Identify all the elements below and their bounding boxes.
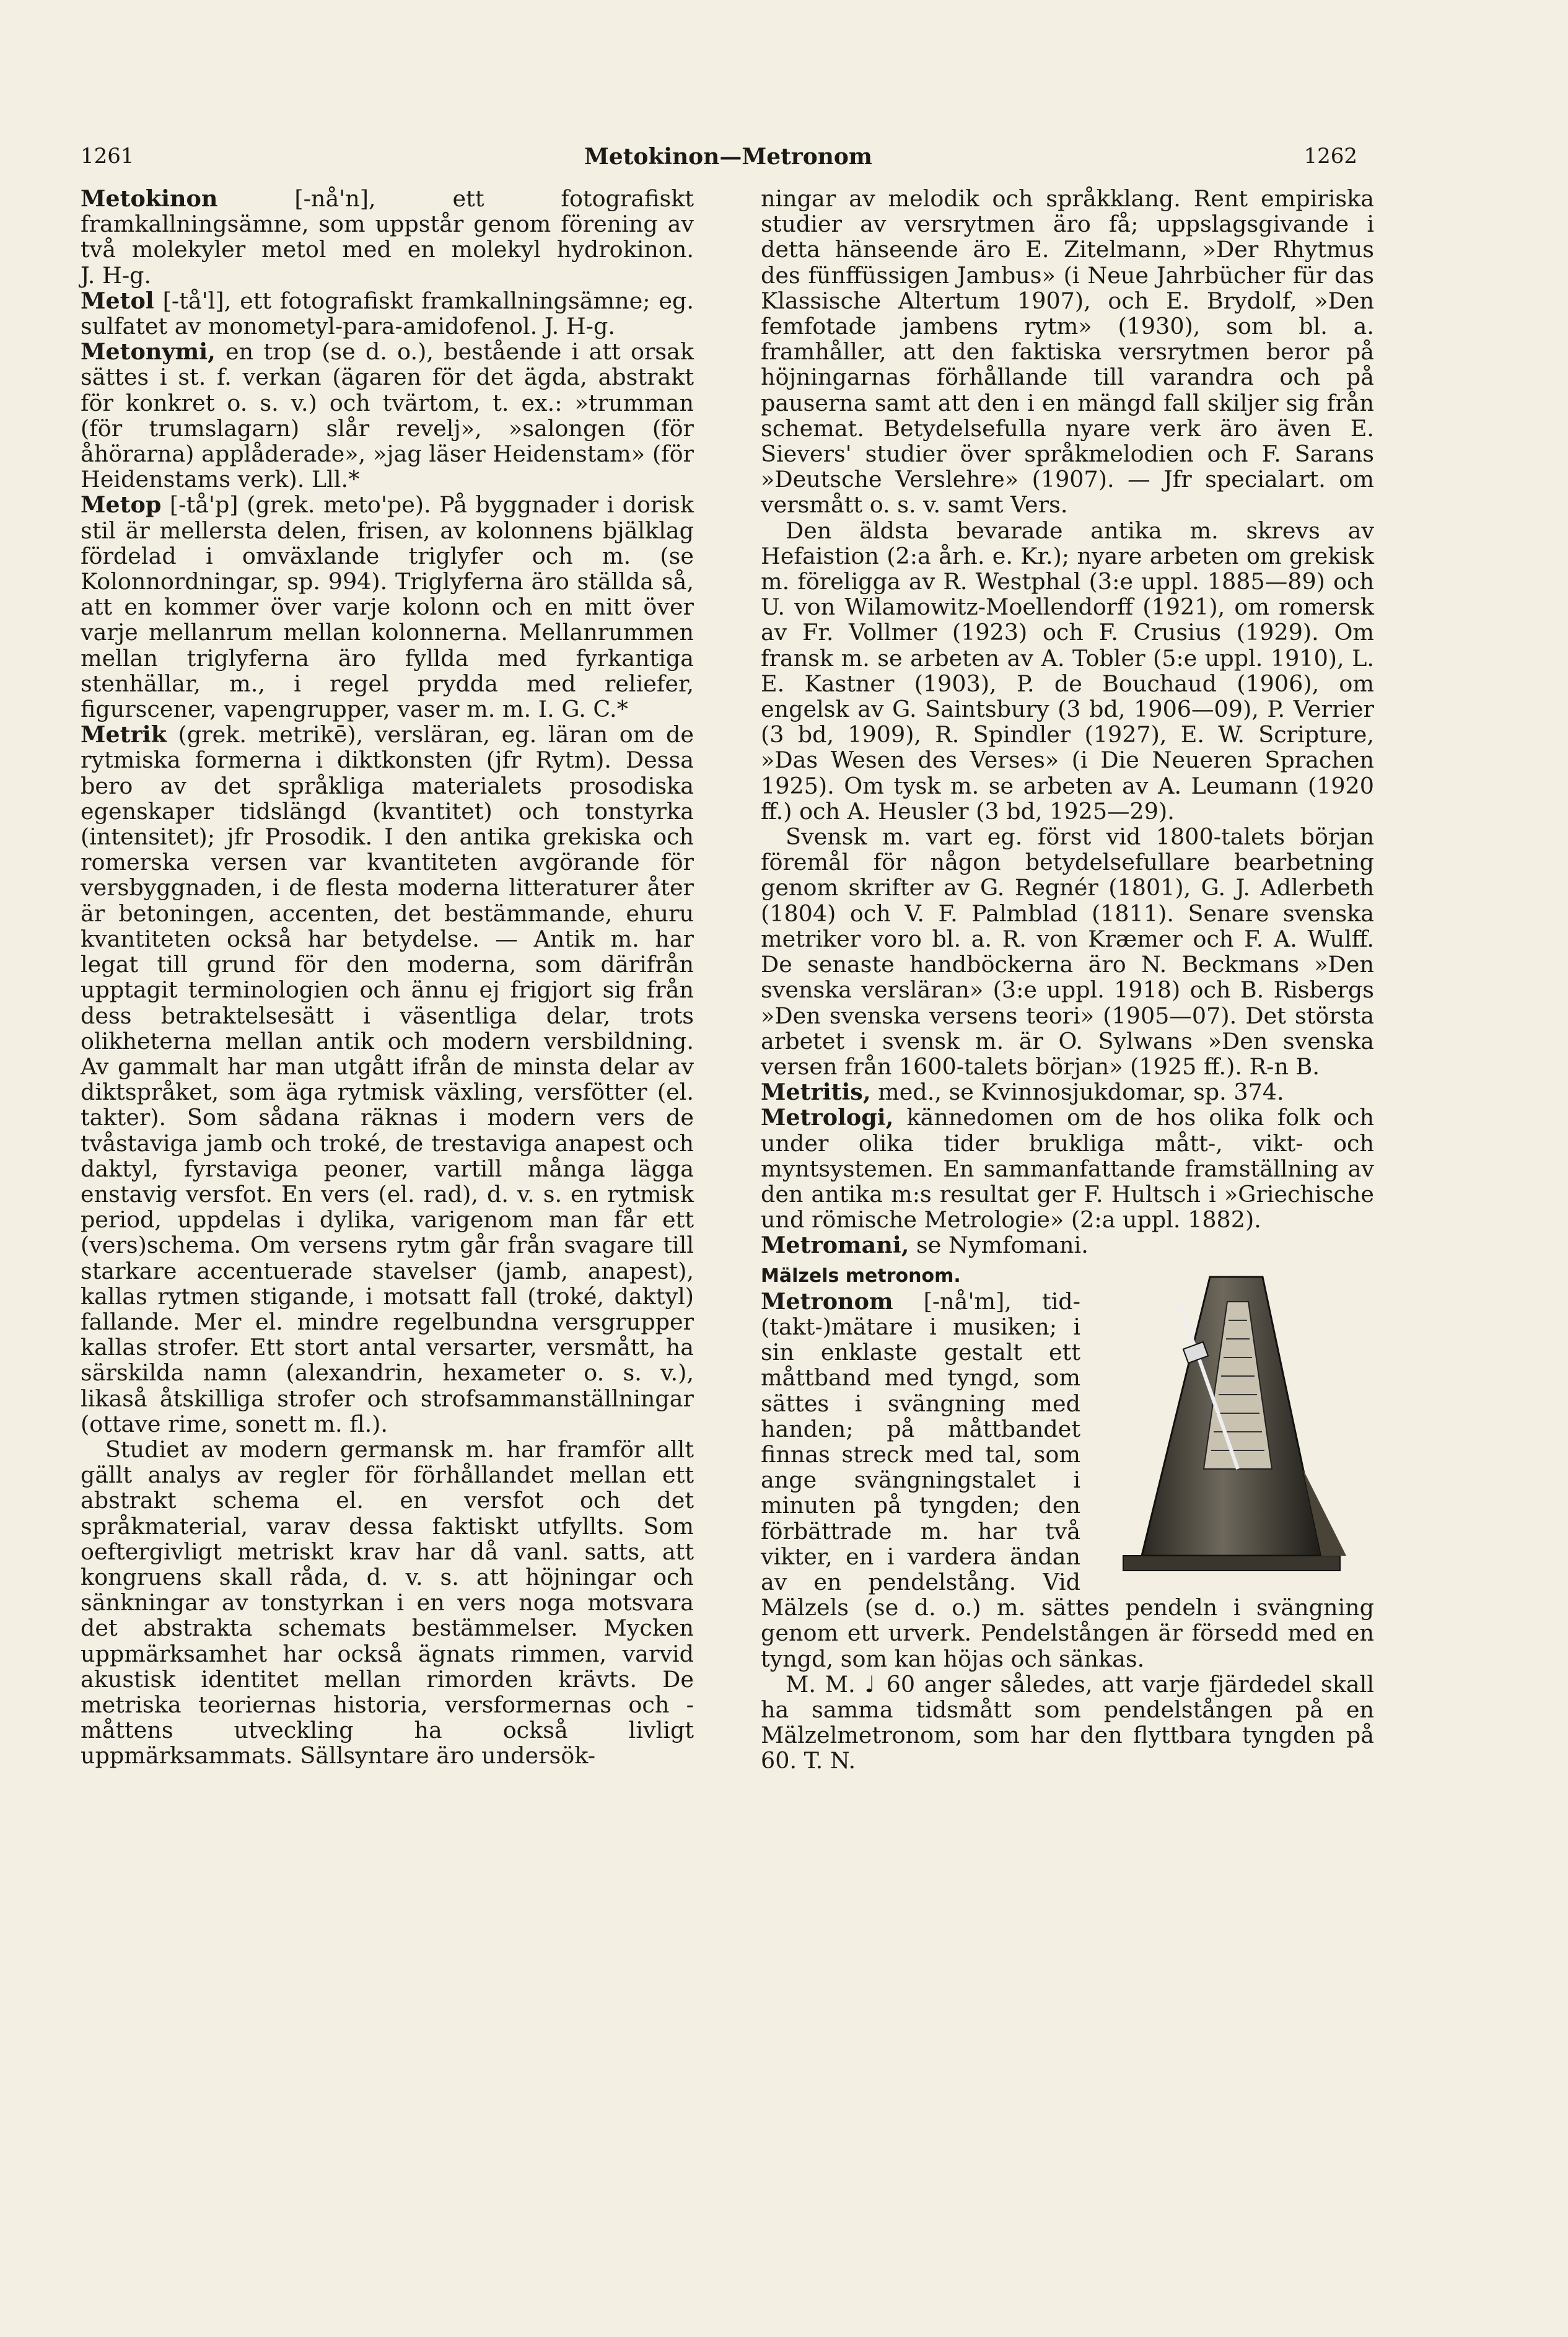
figure-caption: Mälzels metronom. xyxy=(761,1265,961,1287)
entry-metronom-tail xyxy=(761,1672,1374,1774)
headword: Metrik xyxy=(81,721,167,748)
headword: Metronom xyxy=(761,1287,893,1315)
author-signature: J. H-g. xyxy=(81,261,152,289)
entry-text: Svensk m. vart eg. först vid 1800-talets början föremål för någon betydelsefullare bearbetning genom skrifter av G. Regnér (1801), G. J. Adlerbeth (1804) och V. F. Palmblad (1811). Senare svenska metriker voro bl. a. R. von Kræmer och F. A. Wulff. De senaste handböckerna äro N. Beckmans »Den svenska versläran» (3:e uppl. 1918) och B. Risbergs »Den svenska versens teori» (1905—07). Det största arbetet i svensk m. är O. Sylwans »Den svenska versen från 1600-talets början» (1925 ff.). xyxy=(761,823,1374,1080)
page-number-right: 1262 xyxy=(1303,144,1357,169)
entry-text: [-tå'p] (grek. meto'pe). På byggnader i dorisk stil är mellersta delen, frisen, av kolonnens bjälklag fördelad i omväxlande triglyfer och m. (se Kolonnordningar, sp. 994). Triglyferna äro ställda så, att en kommer över varje kolonn och en mitt över varje mellanrum mellan kolonnerna. Mellanrummen mellan triglyferna äro fyllda med fyrkantiga stenhällar, m., i regel prydda med reliefer, figurscener, vapengrupper, vaser m. m. xyxy=(81,491,694,723)
entry-metrik xyxy=(81,722,694,1437)
headword: Metokinon xyxy=(81,185,218,212)
entry-metrik-continued xyxy=(81,1437,694,1769)
entry-metritis xyxy=(761,1079,1374,1105)
entry-text: en trop (se d. o.), bestående i att orsak sättes i st. f. verkan (ägaren för det ägda, abstrakt för konkret o. s. v.) och tvärtom, t. ex.: »trumman (för trumslagarn) slår revelj», »salongen (för åhörarna) applåderade», »jag läser Heidenstam» (för Heidenstams verk). xyxy=(81,338,694,493)
headword: Metromani, xyxy=(761,1232,909,1259)
entry-text: M. M. ♩ 60 anger således, att varje fjärdedel skall ha samma tidsmått som pendelstången på en Mälzelmetronom, som har den flyttbara tyngden på 60. xyxy=(761,1670,1374,1774)
entry-text: kännedomen om de hos olika folk och under olika tider brukliga mått-, vikt- och myntsystemen. En sammanfattande framställning av den antika m:s resultat ger F. Hultsch i »Griechische und römische Metrologie» (2:a uppl. 1882). xyxy=(761,1104,1374,1234)
entry-text: se Nymfomani. xyxy=(909,1232,1088,1259)
metronome-illustration xyxy=(1117,1265,1352,1574)
entry-metol xyxy=(81,288,694,339)
running-title: Metokinon—Metronom xyxy=(584,144,872,170)
entry-text: [-tå'l], ett fotografiskt framkallningsämne; eg. sulfatet av monometyl-para-amidofenol. xyxy=(81,287,694,340)
entry-text: [-nå'm], tid-(takt-)mätare i musiken; i sin enklaste gestalt ett måttband med tyngd, som sättes i svängning med handen; på måttbandet finnas streck med tal, som ange svängningstalet i minuten på tyngden; den förbättrade m. har två vikter, en i vardera ändan av en pendelstång. Vid Mälzels (se d. o.) m. sättes pendeln i svängning genom ett urverk. Pendelstången är försedd med en tyngd, som kan höjas och sänkas. xyxy=(761,1287,1374,1672)
entry-metokinon xyxy=(81,186,694,288)
entry-metrik-continued xyxy=(761,186,1374,518)
entry-metrik-continued xyxy=(761,824,1374,1079)
author-signature: Lll.* xyxy=(311,466,360,493)
entry-text: Den äldsta bevarade antika m. skrevs av Hefaistion (2:a årh. e. Kr.); nyare arbeten om grekisk m. föreligga av R. Westphal (3:e uppl. 1885—89) och U. von Wilamowitz-Moellendorff (1921), om romersk av Fr. Vollmer (1923) och F. Crusius (1929). Om fransk m. se arbeten av A. Tobler (5:e uppl. 1910), L. E. Kastner (1903), P. de Bouchaud (1906), om engelsk av G. Saintsbury (3 bd, 1906—09), P. Verrier (3 bd, 1909), R. Spindler (1927), E. W. Scripture, »Das Wesen des Verses» (i Die Neueren Sprachen 1925). Om tysk m. se arbeten av A. Leumann (1920 ff.) och A. Heusler (3 bd, 1925—29). xyxy=(761,517,1374,825)
entry-text: (grek. metrikē), versläran, eg. läran om de rytmiska formerna i diktkonsten (jfr Rytm). Dessa bero av det språkliga materialets prosodiska egenskaper tidslängd (kvantitet) och tonstyrka (intensitet); jfr Prosodik. I den antika grekiska och romerska versen var kvantiteten avgörande för versbyggnaden, i de flesta moderna litteraturer åter är betoningen, accenten, det bestämmande, ehuru kvantiteten också har betydelse. — Antik m. har legat till grund för den moderna, som därifrån upptagit terminologien och ännu ej frigjort sig från dess betraktelsesätt i väsentliga delar, trots olikheterna mellan antik och modern versbildning. Av gammalt har man utgått ifrån de minsta delar av diktspråket, som äga rytmisk växling, versfötter (el. takter). Som sådana räknas i modern vers de tvåstaviga jamb och troké, de trestaviga anapest och daktyl, fyrstaviga peoner, vartill många lägga enstavig versfot. En vers (el. rad), d. v. s. en rytmisk period, uppdelas i dylika, varigenom man får ett (vers)schema. Om versens rytm går från svagare till starkare accentuerade stavelser (jamb, anapest), kallas rytmen stigande, i motsatt fall (troké, daktyl) fallande. Mer el. mindre regelbundna versgrupper kallas strofer. Ett stort antal versarter, versmått, ha särskilda namn (alexandrin, hexameter o. s. v.), likaså åtskilliga strofer och strofsammanställningar (ottave rime, sonett m. fl.). xyxy=(81,721,694,1437)
left-column xyxy=(81,186,694,1769)
metronome-figure xyxy=(1095,1265,1374,1574)
headword: Metritis, xyxy=(761,1079,871,1106)
page-number-left: 1261 xyxy=(81,144,134,169)
author-signature: T. N. xyxy=(804,1747,856,1774)
entry-metonymi xyxy=(81,339,694,492)
right-column xyxy=(761,186,1374,1774)
entry-text: ningar av melodik och språkklang. Rent empiriska studier av versrytmen äro få; uppslagsgivande i detta hänseende äro E. Zitelmann, »Der Rhytmus des fünffüssigen Jambus» (i Neue Jahrbücher für das Klassische Altertum 1907), och E. Brydolf, »Den femfotade jambens rytm» (1930), som bl. a. framhåller, att den faktiska versrytmen beror på höjningarnas förhållande till varandra och på pauserna samt att den i en mängd fall skiljer sig från schemat. Betydelsefulla nyare verk äro även E. Sievers' studier över språkmelodien och F. Sarans »Deutsche Verslehre» (1907). — Jfr specialart. om versmått o. s. v. samt Vers. xyxy=(761,185,1374,519)
entry-text: [-nå'n], ett fotografiskt framkallningsämne, som uppstår genom förening av två molekyler metol med en molekyl hydrokinon. xyxy=(81,185,694,263)
entry-text: med., se Kvinnosjukdomar, sp. 374. xyxy=(870,1079,1284,1106)
headword: Metonymi, xyxy=(81,338,216,366)
headword: Metrologi, xyxy=(761,1104,894,1131)
headword: Metol xyxy=(81,287,154,314)
author-signature: R-n B. xyxy=(1249,1053,1320,1080)
headword: Metop xyxy=(81,491,162,519)
entry-metop xyxy=(81,492,694,722)
entry-metrik-continued xyxy=(761,518,1374,824)
entry-metromani xyxy=(761,1232,1374,1258)
entry-metrologi xyxy=(761,1105,1374,1232)
author-signature: I. G. C.* xyxy=(538,696,628,723)
entry-text: Studiet av modern germansk m. har framför allt gällt analys av regler för förhållandet mellan ett abstrakt schema el. en versfot och det språkmaterial, varav dessa faktiskt utfyllts. Som oeftergivligt metriskt krav har då vanl. satts, att kongruens skall råda, d. v. s. att höjningar och sänkningar av tonstyrkan i en vers noga motsvara det abstrakta schemats bestämmelser. Mycken uppmärksamhet har också ägnats rimmen, varvid akustisk identitet mellan rimorden krävts. De metriska teoriernas historia, versformernas och -måttens utveckling ha också livligt uppmärksammats. Sällsyntare äro undersök- xyxy=(81,1436,694,1769)
author-signature: J. H-g. xyxy=(544,313,615,340)
